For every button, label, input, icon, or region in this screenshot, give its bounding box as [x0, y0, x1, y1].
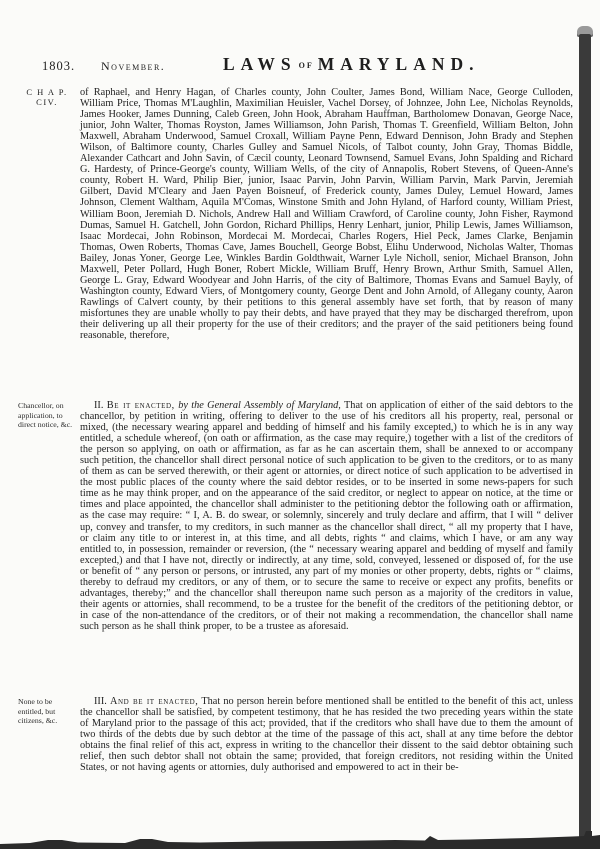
section-ii-number: II.	[94, 400, 104, 411]
title-maryland: MARYLAND.	[317, 54, 480, 74]
section-iii-enacting-clause: And be it enacted,	[109, 696, 199, 707]
chapter-marker	[18, 87, 76, 107]
paragraph-petitioners-list: of Raphael, and Henry Hagan, of Charles county, John Coulter, James Bond, William Nace, George Culloden, William Price, Thomas M'Laughlin, Maximilian Heuisler, Vachel Dorsey, of Johnzee, John Lee, Nicholas Reynolds, James Hooker, James Dunning, Caleb Green, John Hook, Abraham Hauffman, Bartholomew Donavan, George Nace, junior, John Walter, Thomas Royston, James Williamson, John Parish, Thomas T. Greenfield, William Belton, John Maxwell, Abraham Underwood, Samuel Croxall, William Payne Penn, Edward Dennison, John Brady and Stephen Wilson, of Baltimore county, Charles Gulley and Samuel Nicols, of Talbot county, John Gray, Thomas Biddle, Alexander Cathcart and John Savin, of Cæcil county, Leonard Townsend, Samuel Evans, John Spalding and Richard G. Hardesty, of Prince-George's county, William Wells, of the city of Annapolis, Robert Stevens, of Queen-Anne's county, Robert H. Ward, Philip Bier, junior, Isaac Parvin, John Parvin, William Parvin, Mark Parvin, Jeremiah Gilbert, David M'Cleary and Jaen Payen Boisneuf, of Frederick county, James Duley, Lemuel Howard, James Johnson, Clement Waltham, Aquila M'Comas, Winstone Smith and John Hyland, of Harford county, William Priest, William Boon, Jeremiah D. Nichols, Andrew Hall and William Crawford, of Caroline county, John Fisher, Raymond Dumas, Samuel H. Gatchell, John Gordon, Richard Phillips, Henry Lenhart, junior, Philip Lewis, James Williamson, Isaac Mordecai, John Robinson, Mordecai M. Mordecai, Charles Rogers, Hiel Peck, James Clarke, Benjamin Thomas, Owen Roberts, Thomas Cave, James Bouchell, George Bobst, Elihu Underwood, Nicholas Walter, Thomas Bailey, Jonas Yoner, George Lee, Winkles Bardin Goldthwait, Warner Lyle Nicholl, senior, Michael Branson, John Maxwell, Peter Pollard, Hugh Boner, Robert Mickle, William Bruff, Henry Brown, Arthur Smith, Samuel Allen, George L. Gray, Edward Woodyear and John Harris, of the city of Baltimore, Thomas Evans and Samuel Bayly, of Washington county, Edward Viers, of Montgomery county, George Dent and John Arnold, of Allegany county, Aaron Rawlings of Calvert county, by their petitions to this general assembly have set forth, that by reason of many misfortunes they are unable wholly to pay their debts, and have prayed that they may be discharged therefrom, upon their delivering up all their property for the use of their creditors; and the prayer of the said petitioners being found reasonable, therefore,	[80, 87, 573, 342]
margin-note-citizens-only: None to be entitled, but citizens, &c.	[18, 697, 58, 725]
chapter-number: CIV.	[36, 97, 58, 107]
section-iii-number: III.	[94, 696, 107, 707]
title-laws: LAWS	[223, 54, 297, 74]
chapter-label: C H A P.	[26, 87, 68, 97]
paragraph-section-iii	[80, 696, 573, 773]
title-of: of	[298, 59, 314, 71]
header-year: 1803.	[42, 59, 76, 73]
section-ii-enacting-clause: Be it enacted,	[106, 400, 175, 411]
section-iii-text: That no person herein before mentioned shall be entitled to the benefit of this act, unless the chancellor shall be satisfied, by competent testimony, that he has resided the two preceding years within the state of Maryland prior to the passage of this act; provided, that if the creditors who shall have due to them the amount of two thirds of the debts due by such debtor at the time of the passage of this act, shall at any time before the debtor obtains the final relief of this act, express in writing to the chancellor their dissent to the said debtor obtaining such relief, then such debtor shall not obtain the same; provided, that foreign creditors, not residing within the United States, or not having agents or attornies, duly authorised and empowered to act in their be-	[80, 696, 573, 774]
section-ii-text: That on application of either of the said debtors to the chancellor, by petition in writing, offering to deliver to the use of his creditors all his property, real, personal or mixed, (the necessary wearing apparel and bedding of himself and his family excepted,) to which he is in any way entitled, a schedule whereof, (on oath or affirmation, as the case may require,) together with a list of the creditors of the person so applying, on oath or affirmation, as far as he can ascertain them, shall be annexed to or accompany such petition, the chancellor shall direct personal notice of such application to be given to the creditors, or to as many of them as can be served therewith, or their agent or attornies, or direct notice of such application to be advertised in the most public places of the county where the said debtor resides, or to be inserted in some news-papers for such time as he may think proper, and on the appearance of the said creditor, or neglect to appear on notice, at the time or times and place appointed, the chancellor shall administer to the petitioning debtor the following oath or affirmation, as the case may require: “ I, A. B. do swear, or solemnly, sincerely and truly declare and affirm, that I will “ deliver up, convey and transfer, to my creditors, in such manner as the chancellor shall direct, “ all my property that I have, or claim any title to or interest in, at this time, and all debts, rights “ and claims, which I have, or am any way entitled to, in possession, remainder or reversion, (the “ necessary wearing apparel and bedding of myself and family excepted,) and that I have not, directly or indirectly, at any time, sold, conveyed, lessened or disposed of, for the use or benefit of “ any person or persons, or intrusted, any part of my monies or other property, debts, rights or “ claims, thereby to defraud my creditors, or any of them, or to secure the same to receive or expect any profits, benefits or advantages, thereby;” and the chancellor shall thereupon name such person as a majority of the creditors in value, their agents or attornies, shall recommend, to be a trustee for the benefit of the creditors of the petitioning debtor, or in case of the non-attendance of the creditors, or of their not making a recommendation, the chancellor shall name such person as he shall think proper, to be a trustee as aforesaid.	[80, 400, 573, 632]
margin-note-chancellor-notice: Chancellor, on application, to direct notice, &c.	[18, 401, 73, 429]
paragraph-section-ii	[80, 400, 573, 632]
header-session-month: November.	[101, 59, 166, 73]
page-title	[223, 54, 480, 75]
section-ii-authority: by the General Assembly of Maryland,	[178, 400, 341, 411]
page-bottom-edge-shadow	[0, 831, 600, 849]
book-binding-shadow	[579, 34, 591, 841]
